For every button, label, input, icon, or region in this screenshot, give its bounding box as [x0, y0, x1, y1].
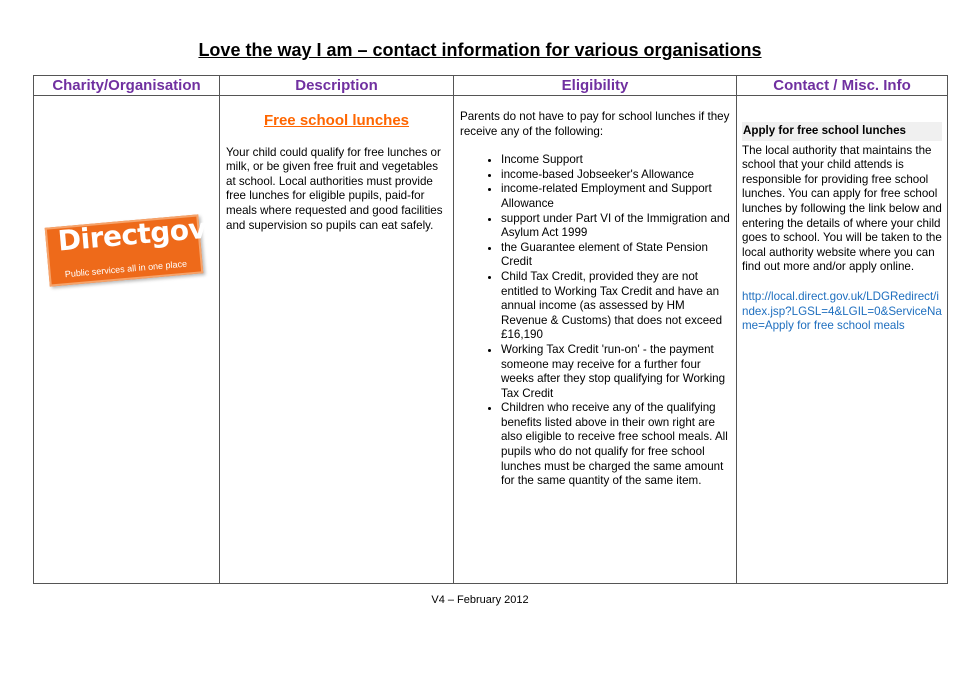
header-charity: Charity/Organisation	[34, 76, 220, 96]
organisation-cell	[34, 96, 220, 584]
contact-heading: Apply for free school lunches	[742, 122, 942, 141]
contact-cell	[737, 96, 948, 584]
list-item: • Income Support	[501, 153, 730, 168]
header-description: Description	[220, 76, 454, 96]
list-item: • the Guarantee element of State Pension Credit	[501, 241, 730, 270]
description-text: Your child could qualify for free lunches or milk, or be given free fruit and vegetables at school. Local authorities must provide free lunches for eligible pupils, paid-for meals where requested and good facilities and supervision so pupils can eat safely.	[226, 145, 443, 232]
description-title[interactable]: Free school lunches	[263, 112, 410, 129]
list-item: • Working Tax Credit 'run-on' - the payment someone may receive for a further four weeks after they stop qualifying for Working Tax Credit	[501, 343, 730, 401]
eligibility-cell	[454, 96, 737, 584]
list-item: • Child Tax Credit, provided they are not entitled to Working Tax Credit and have an annual income (as assessed by HM Revenue & Customs) that does not exceed £16,190	[501, 270, 730, 343]
eligibility-list	[460, 153, 730, 489]
contact-text: The local authority that maintains the school that your child attends is responsible for providing free school lunches. You can apply for free school lunches by following the link below and entering the details of where your child goes to school. You will be taken to the local authority website where you can find out more and/or apply online.	[742, 143, 942, 274]
header-eligibility: Eligibility	[454, 76, 737, 96]
page-title: Love the way I am – contact information for various organisations	[198, 40, 762, 60]
header-contact: Contact / Misc. Info	[737, 76, 948, 96]
footer-version: V4 – February 2012	[431, 594, 529, 606]
list-item: • income-related Employment and Support Allowance	[501, 182, 730, 211]
list-item: • support under Part VI of the Immigration and Asylum Act 1999	[501, 212, 730, 241]
eligibility-intro: Parents do not have to pay for school lunches if they receive any of the following:	[460, 110, 730, 138]
apply-link[interactable]: http://local.direct.gov.uk/LDGRedirect/index.jsp?LGSL=4&LGIL=0&ServiceName=Apply for free school meals	[742, 289, 942, 333]
logo-text: Directgov	[56, 211, 208, 258]
organisations-table	[33, 75, 948, 584]
directgov-logo	[45, 211, 208, 286]
list-item: • Children who receive any of the qualifying benefits listed above in their own right are also eligible to receive free school meals. All pupils who do not qualify for free school lunches must be charged the same amount for the same quantity of the same item.	[501, 401, 730, 489]
list-item: • income-based Jobseeker's Allowance	[501, 168, 730, 183]
logo-tagline: Public services all in one place	[64, 258, 188, 280]
description-cell	[220, 96, 454, 584]
table-row	[34, 96, 948, 584]
